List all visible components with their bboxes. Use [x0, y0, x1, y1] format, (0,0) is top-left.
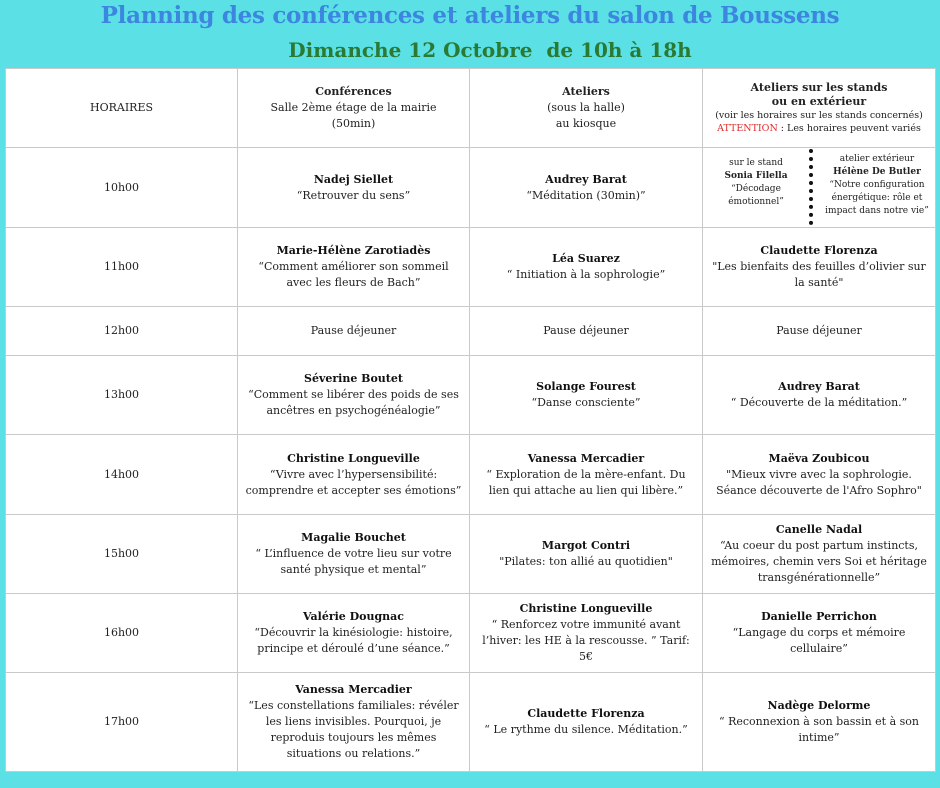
speaker-name: Audrey Barat: [545, 172, 627, 186]
pause-cell: Pause déjeuner: [238, 307, 470, 356]
stand-right-desc: “Notre configuration énergétique: rôle et impact dans notre vie”: [825, 179, 929, 216]
hour-cell: 13h00: [6, 356, 238, 435]
stand-right-name: Hélène De Butler: [833, 166, 921, 177]
stand-cell: [703, 435, 936, 515]
session-title: “Danse consciente”: [531, 396, 641, 409]
header-conf-title: Conférences: [315, 85, 392, 98]
speaker-name: Léa Suarez: [552, 252, 620, 265]
speaker-name: Vanessa Mercadier: [295, 683, 412, 696]
header-ateliers: [470, 69, 703, 148]
session-title: "Pilates: ton allié au quotidien": [499, 555, 673, 568]
row-12h00: [6, 307, 936, 356]
header-ateliers-sub2: au kiosque: [555, 117, 617, 130]
conference-cell: [238, 435, 470, 515]
stand-cell-split: [703, 148, 936, 228]
speaker-name: Séverine Boutet: [304, 372, 403, 385]
atelier-cell: [470, 228, 703, 307]
header-ateliers-sub1: (sous la halle): [547, 101, 625, 114]
speaker-name: Christine Longueville: [287, 451, 420, 465]
session-title: “Comment se libérer des poids de ses ancêtres en psychogénéalogie”: [248, 388, 459, 417]
header-attention-line: [709, 122, 929, 135]
stand-left: [711, 157, 801, 209]
header-conferences: [238, 69, 470, 148]
speaker-name: Solange Fourest: [536, 380, 636, 393]
atelier-cell: [470, 594, 703, 673]
stand-cell: [703, 594, 936, 673]
atelier-cell: [470, 673, 703, 772]
session-title: “Méditation (30min)”: [526, 188, 646, 202]
conference-cell: [238, 594, 470, 673]
speaker-name: Christine Longueville: [519, 602, 653, 615]
atelier-cell: [470, 148, 703, 228]
stand-cell: [703, 515, 936, 594]
speaker-name: Maëva Zoubicou: [768, 451, 870, 465]
session-title: “ Reconnexion à son bassin et à son intime”: [718, 715, 920, 744]
speaker-name: Vanessa Mercadier: [527, 451, 645, 465]
stand-left-name: Sonia Filella: [724, 170, 788, 181]
session-title: “ L’influence de votre lieu sur votre santé physique et mental”: [255, 547, 452, 576]
session-title: “ Renforcez votre immunité avant l’hiver: les HE à la rescousse. ” Tarif: 5€: [482, 618, 690, 663]
hour-cell: 15h00: [6, 515, 238, 594]
stand-split-container: [703, 149, 935, 227]
speaker-name: Canelle Nadal: [775, 523, 863, 536]
speaker-name: Audrey Barat: [778, 380, 860, 393]
header-conf-sub1: Salle 2ème étage de la mairie: [270, 101, 437, 114]
speaker-name: Claudette Florenza: [760, 244, 878, 257]
stand-cell: [703, 228, 936, 307]
row-13h00: [6, 356, 936, 435]
header-stands: [703, 69, 936, 148]
session-title: “Vivre avec l’hypersensibilité: comprendre et accepter ses émotions”: [245, 467, 462, 497]
session-title: “Les constellations familiales: révéler les liens invisibles. Pourquoi, je reproduis toujours les mêmes situations ou relations.”: [248, 699, 459, 760]
session-title: “ Découverte de la méditation.”: [730, 396, 908, 409]
session-title: "Mieux vivre avec la sophrologie. Séance découverte de l'Afro Sophro": [716, 467, 922, 497]
header-row: [6, 69, 936, 148]
row-10h00: [6, 148, 936, 228]
row-15h00: [6, 515, 936, 594]
hour-cell: 16h00: [6, 594, 238, 673]
conference-cell: [238, 356, 470, 435]
schedule-table: [5, 68, 936, 772]
stand-right: [823, 153, 931, 218]
header-conf-sub2: (50min): [331, 117, 376, 130]
hour-cell: 10h00: [6, 148, 238, 228]
hour-cell: 17h00: [6, 673, 238, 772]
session-title: “Retrouver du sens”: [296, 188, 411, 202]
session-title: “Comment améliorer son sommeil avec les fleurs de Bach”: [258, 260, 449, 289]
conference-cell: [238, 228, 470, 307]
stand-cell: [703, 673, 936, 772]
speaker-name: Marie-Hélène Zarotiadès: [276, 244, 431, 257]
conference-cell: [238, 673, 470, 772]
conference-cell: [238, 515, 470, 594]
header-stands-note: (voir les horaires sur les stands concernés): [715, 110, 923, 121]
attention-label: ATTENTION: [717, 123, 778, 134]
header-stands-title1: Ateliers sur les stands: [750, 81, 888, 94]
stand-left-label: sur le stand: [729, 157, 783, 168]
atelier-cell: [470, 435, 703, 515]
hour-cell: 12h00: [6, 307, 238, 356]
row-17h00: [6, 673, 936, 772]
speaker-name: Magalie Bouchet: [301, 531, 406, 544]
session-title: “ Initiation à la sophrologie”: [506, 268, 666, 281]
header-horaires: HORAIRES: [6, 69, 238, 148]
speaker-name: Nadège Delorme: [767, 699, 871, 712]
page-subtitle: Dimanche 12 Octobre de 10h à 18h: [288, 38, 692, 62]
speaker-name: Nadej Siellet: [313, 172, 394, 186]
atelier-cell: [470, 515, 703, 594]
session-title: “Au coeur du post partum instincts, mémoires, chemin vers Soi et héritage transgénérationnelle”: [711, 539, 927, 584]
attention-text: : Les horaires peuvent variés: [777, 123, 921, 134]
session-title: “ Exploration de la mère-enfant. Du lien qui attache au lien qui libère.”: [486, 467, 686, 497]
speaker-name: Danielle Perrichon: [761, 610, 877, 623]
hour-cell: 11h00: [6, 228, 238, 307]
page-title: Planning des conférences et ateliers du salon de Boussens: [100, 2, 840, 29]
header-stands-title2: ou en extérieur: [771, 95, 867, 108]
session-title: "Les bienfaits des feuilles d’olivier sur la santé": [712, 260, 926, 289]
stand-cell: [703, 356, 936, 435]
session-title: “ Le rythme du silence. Méditation.”: [484, 723, 688, 736]
conference-cell: [238, 148, 470, 228]
row-16h00: [6, 594, 936, 673]
pause-cell: Pause déjeuner: [703, 307, 936, 356]
speaker-name: Valérie Dougnac: [302, 610, 405, 623]
stand-left-desc: “Décodage émotionnel”: [728, 183, 784, 207]
row-14h00: [6, 435, 936, 515]
speaker-name: Margot Contri: [541, 539, 631, 552]
atelier-cell: [470, 356, 703, 435]
session-title: “Langage du corps et mémoire cellulaire”: [732, 626, 906, 655]
row-11h00: [6, 228, 936, 307]
hour-cell: 14h00: [6, 435, 238, 515]
stand-right-label: atelier extérieur: [839, 153, 915, 164]
pause-cell: Pause déjeuner: [470, 307, 703, 356]
session-title: “Découvrir la kinésiologie: histoire, principe et déroulé d’une séance.”: [254, 626, 453, 655]
speaker-name: Claudette Florenza: [527, 707, 645, 720]
dotted-divider: [809, 149, 813, 225]
header-ateliers-title: Ateliers: [562, 85, 610, 98]
